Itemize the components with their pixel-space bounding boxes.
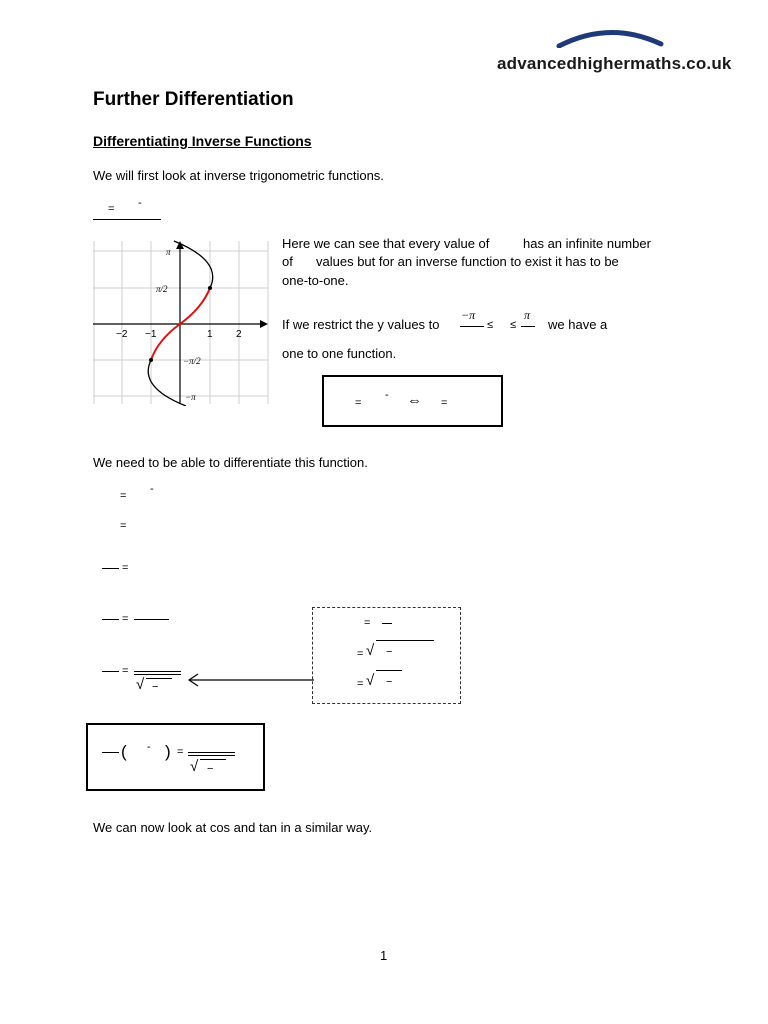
side-root-bar-3 [376, 670, 402, 671]
result-minus: − [207, 763, 214, 775]
work-eq-1: = [120, 490, 127, 502]
formula-inverse-1: - [138, 197, 142, 209]
work-inverse-1: - [150, 483, 154, 495]
para1-line1b: has an infinite number [523, 236, 651, 251]
work-eq-2: = [120, 520, 127, 532]
def-eq-2: = [441, 397, 448, 409]
page-number: 1 [380, 948, 388, 963]
side-eq-2: = [357, 648, 364, 660]
arcsin-graph [88, 236, 273, 406]
y-label-half-pi: π/2 [156, 284, 168, 294]
para1-line2b: values but for an inverse function to exist it has to be [316, 254, 619, 269]
side-eq-3: = [357, 678, 364, 690]
site-logo-text: advancedhighermaths.co.uk [497, 54, 732, 73]
result-frac-2 [188, 752, 235, 753]
logo-arc-icon [555, 26, 665, 48]
x-tick-neg2: −2 [116, 329, 128, 340]
work-frac-5b [134, 671, 181, 672]
left-arrow-icon [186, 672, 316, 688]
para1-line2a: of [282, 254, 293, 269]
x-axis-arrow-icon [260, 320, 268, 328]
restrict-le-1: ≤ [487, 319, 494, 331]
result-box [86, 723, 265, 791]
def-eq-1: = [355, 397, 362, 409]
result-inverse: - [147, 741, 151, 753]
work-eq-4: = [122, 613, 129, 625]
iff-icon: ⇔ [407, 392, 422, 409]
para1-line3: one-to-one. [282, 273, 349, 288]
restrict-neg-pi: −π [461, 308, 476, 322]
restrict-pi: π [524, 308, 531, 322]
side-eq-1: = [364, 617, 371, 629]
result-eq: = [177, 746, 184, 758]
formula-eq-1: = [108, 203, 115, 215]
def-inverse: - [385, 389, 389, 401]
page-title: Further Differentiation [93, 89, 294, 110]
result-frac-3 [188, 755, 235, 756]
y-label-neg-pi: −π [185, 392, 196, 402]
section-heading: Differentiating Inverse Functions [93, 133, 312, 149]
work-eq-3: = [122, 562, 129, 574]
restrict-frac-line-2 [521, 326, 535, 327]
x-tick-1: 1 [207, 329, 213, 340]
work-frac-5a [102, 671, 119, 672]
intro-text: We will first look at inverse trigonometric functions. [93, 168, 384, 183]
work-frac-5c [134, 674, 181, 675]
work-frac-4b [134, 619, 169, 620]
work-minus-5: − [152, 681, 159, 693]
restrict-text: If we restrict the y values to [282, 317, 440, 332]
side-root-bar-2 [376, 640, 434, 641]
y-label-pi: π [166, 247, 171, 257]
y-label-neg-half-pi: −π/2 [183, 356, 201, 366]
result-root: √ [190, 758, 199, 775]
work-frac-4a [102, 619, 119, 620]
side-root-2: √ [366, 642, 375, 659]
para1-line1a: Here we can see that every value of [282, 236, 490, 251]
outro-text: We can now look at cos and tan in a similar way. [93, 820, 373, 835]
x-tick-2: 2 [236, 329, 242, 340]
result-rparen: ) [165, 742, 171, 761]
restrict-le-2: ≤ [510, 319, 517, 331]
restrict-frac-line-1 [460, 326, 484, 327]
result-lparen: ( [121, 742, 127, 761]
formula-underline-1 [93, 219, 161, 220]
result-frac-1 [102, 752, 119, 753]
side-frac-1 [382, 623, 392, 624]
result-root-bar [200, 759, 226, 760]
restrict-line2: one to one function. [282, 346, 397, 361]
need-text: We need to be able to differentiate this function. [93, 455, 368, 470]
work-eq-5: = [122, 665, 129, 677]
curve-point-top [208, 286, 212, 290]
work-root-bar-5 [146, 678, 172, 679]
curve-point-bottom [149, 358, 153, 362]
x-tick-neg1: −1 [145, 329, 157, 340]
side-root-3: √ [366, 672, 375, 689]
restrict-text-b: we have a [548, 317, 608, 332]
side-minus-3: − [386, 676, 393, 688]
work-root-5: √ [136, 676, 145, 693]
side-minus-2: − [386, 646, 393, 658]
work-frac-3 [102, 568, 119, 569]
